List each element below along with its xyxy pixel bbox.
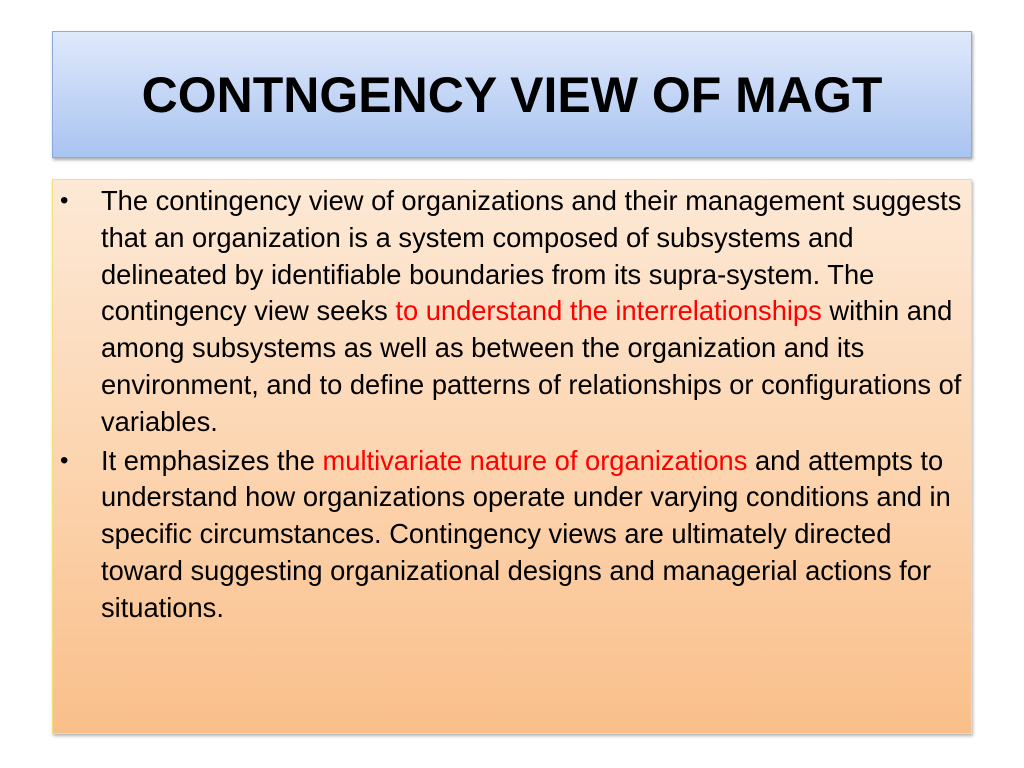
bullet-2-text-end: and attempts to understand how organizations operate under varying conditions and in specific circumstances. Contingency views are ultimately directed toward suggesting organizational designs and managerial actions for situations. <box>101 444 951 623</box>
bullet-dot-icon: • <box>60 187 69 214</box>
bullet-1-text: The contingency view of organizations and their management suggests that an organization is a system composed of subsystems and delineated by identifiable boundaries from its supra-system. The contingency view seeks <box>101 185 962 327</box>
bullet-1-text-end: within and among subsystems as well as between the organization and its environment, and to define patterns of relationships or configurations of variables. <box>101 295 962 437</box>
bullet-2-text: It emphasizes the <box>101 444 323 476</box>
content-box <box>52 179 972 734</box>
bullet-list <box>53 183 973 627</box>
bullet-item-2 <box>53 443 973 627</box>
title-box <box>52 31 972 158</box>
bullet-2-highlight: multivariate nature of organizations <box>322 444 748 476</box>
bullet-dot-icon: • <box>60 446 69 474</box>
bullet-item-1 <box>53 183 973 441</box>
bullet-1-highlight: to understand the interrelationships <box>395 295 822 327</box>
slide-title: CONTNGENCY VIEW OF MAGT <box>141 66 883 123</box>
